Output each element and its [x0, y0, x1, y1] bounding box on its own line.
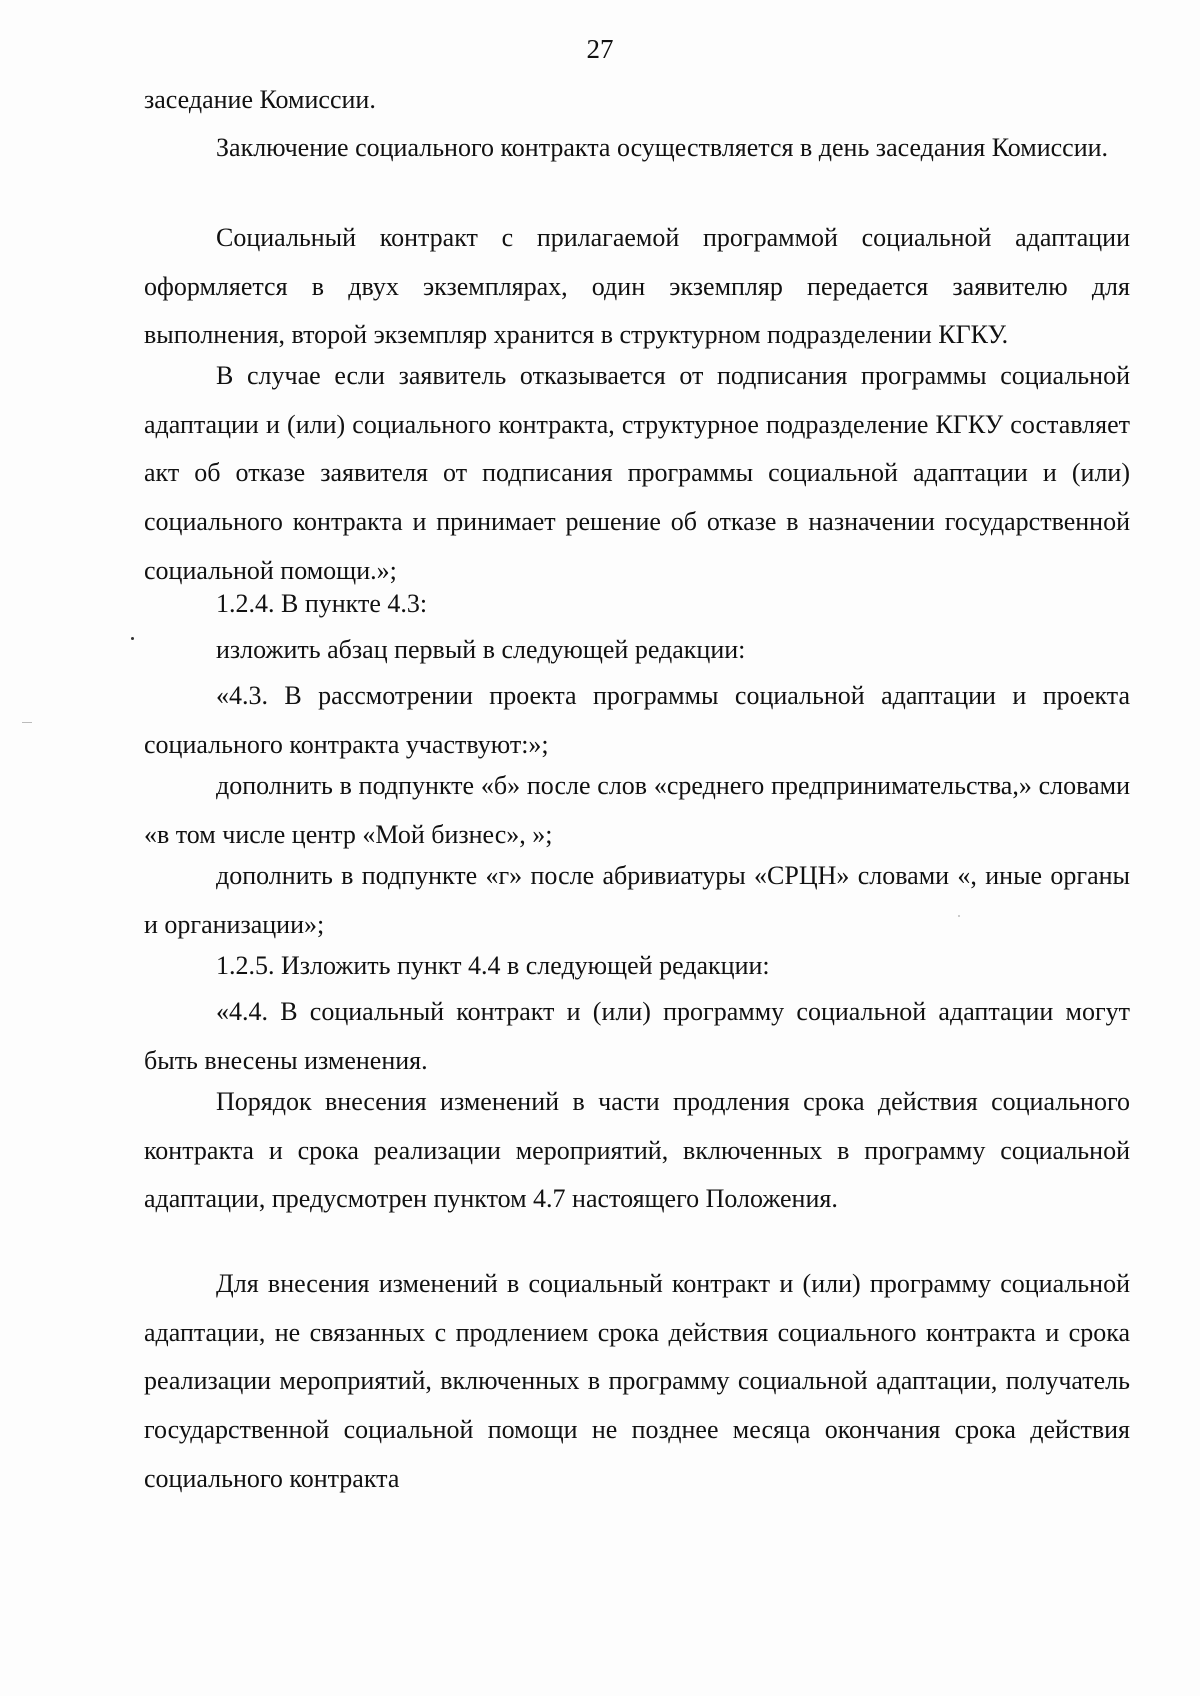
scan-speck — [131, 637, 134, 640]
paragraph: Для внесения изменений в социальный контракт и (или) программу социальной адаптации, не связанных с продлением срока действия социального контракта и срока реализации мероприятий, включенных в программу социальной адаптации, получатель государственной социальной помощи не позднее месяца окончания срока действия социального контракта — [144, 1269, 1130, 1493]
page-number: 27 — [586, 34, 614, 64]
paragraph: Порядок внесения изменений в части продления срока действия социального контракта и срока реализации мероприятий, включенных в программу социальной адаптации, предусмотрен пунктом 4.7 настоящего Положения. — [144, 1087, 1130, 1214]
paragraph: 1.2.5. Изложить пункт 4.4 в следующей редакции: — [216, 951, 770, 980]
paragraph: В случае если заявитель отказывается от подписания программы социальной адаптации и (или) социального контракта, структурное подразделение КГКУ составляет акт об отказе заявителя от подписания программы социальной адаптации и (или) социального контракта и принимает решение об отказе в назначении государственной социальной помощи.»; — [144, 361, 1130, 585]
paragraph: заседание Комиссии. — [144, 85, 376, 114]
paragraph: изложить абзац первый в следующей редакции: — [216, 635, 746, 664]
paragraph: «4.4. В социальный контракт и (или) программу социальной адаптации могут быть внесены изменения. — [144, 997, 1130, 1075]
paragraph: дополнить в подпункте «г» после абривиатуры «СРЦН» словами «, иные органы и организации»; — [144, 861, 1130, 939]
scan-speck — [22, 722, 32, 723]
scan-speck — [958, 915, 960, 917]
paragraph: 1.2.4. В пункте 4.3: — [216, 589, 428, 618]
paragraph: дополнить в подпункте «б» после слов «среднего предпринимательства,» словами «в том числе центр «Мой бизнес», »; — [144, 771, 1130, 849]
paragraph: Заключение социального контракта осуществляется в день заседания Комиссии. — [216, 133, 1109, 162]
paragraph: Социальный контракт с прилагаемой программой социальной адаптации оформляется в двух экземплярах, один экземпляр передается заявителю для выполнения, второй экземпляр хранится в структурном подразделении КГКУ. — [144, 223, 1130, 350]
paragraph: «4.3. В рассмотрении проекта программы социальной адаптации и проекта социального контракта участвуют:»; — [144, 681, 1130, 759]
